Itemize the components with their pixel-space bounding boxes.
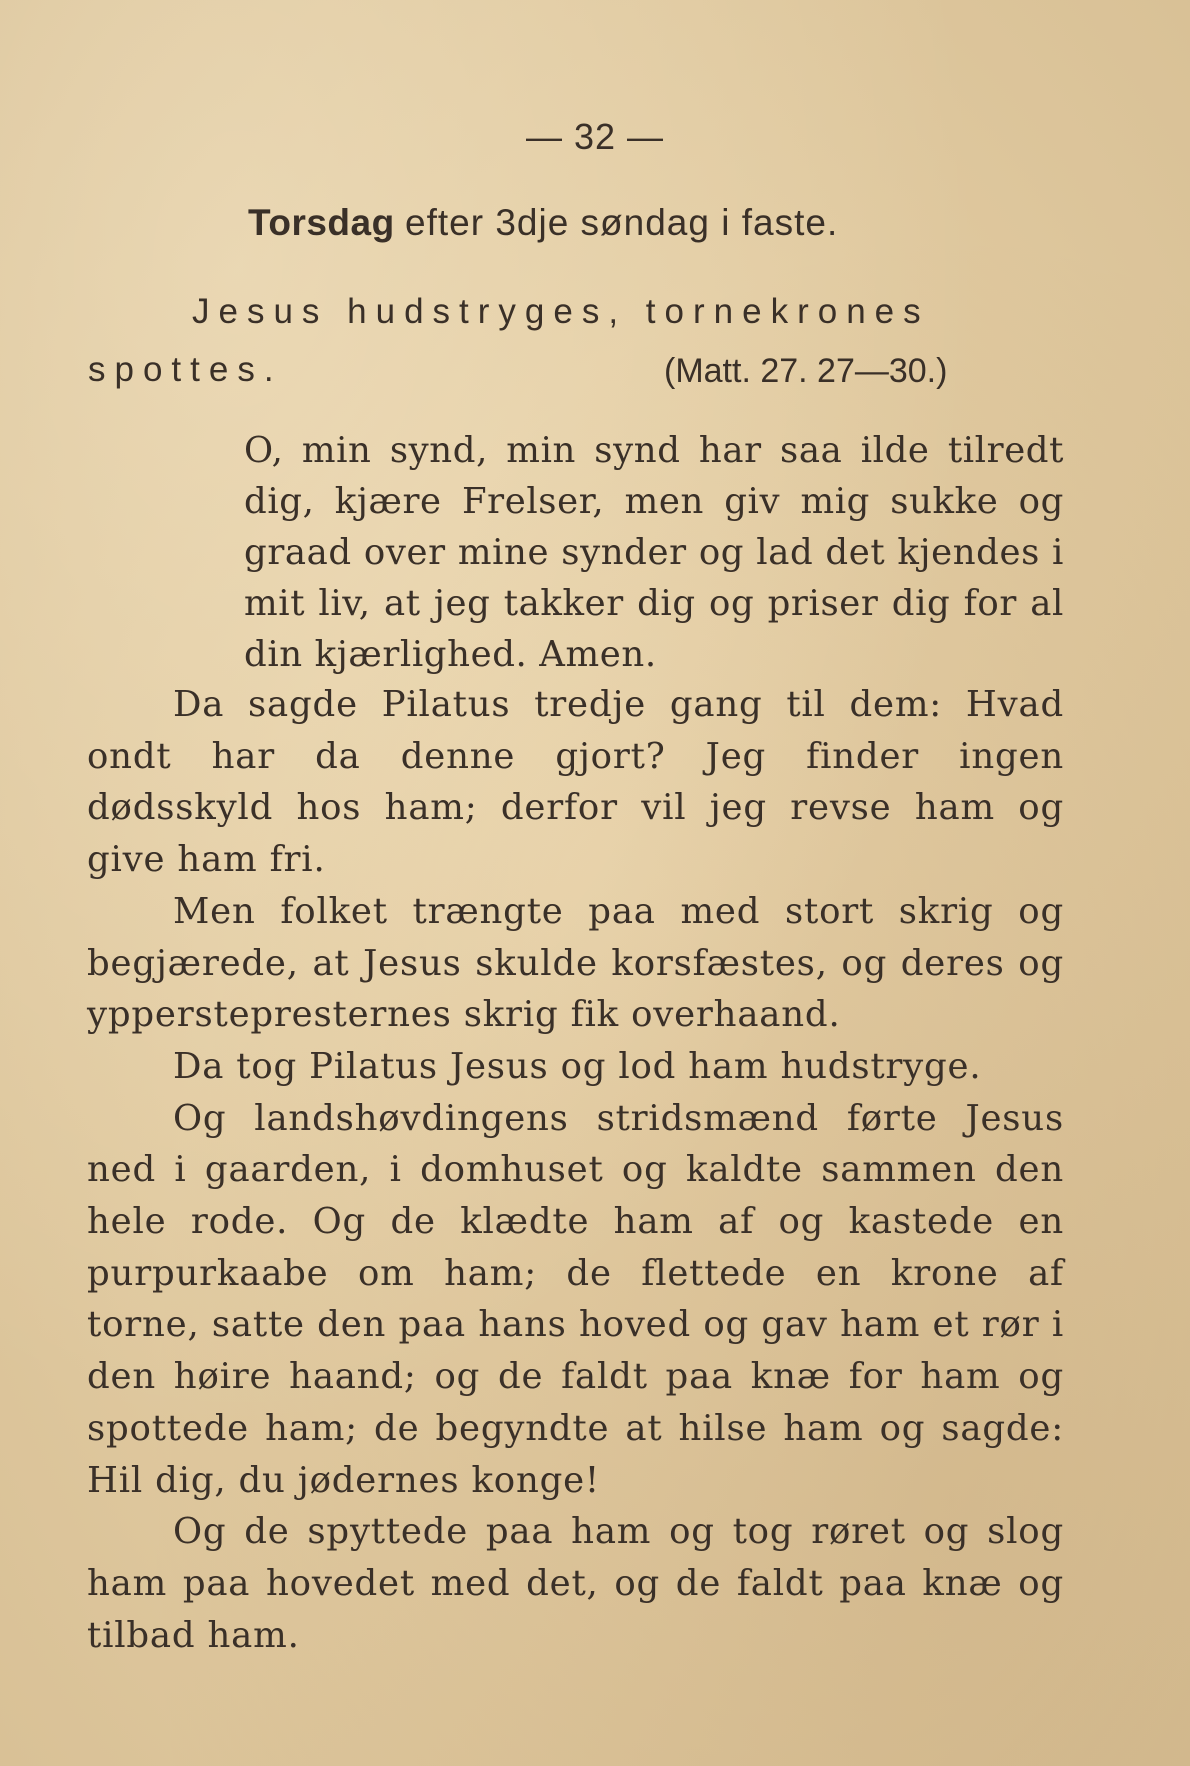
scripture-text [87, 679, 1064, 1661]
subtitle-line-2: spottes. [88, 350, 283, 389]
scripture-reference: (Matt. 27. 27—30.) [664, 352, 948, 390]
heading-rest: efter 3dje søndag i faste. [405, 202, 839, 243]
subtitle-line-1: Jesus hudstryges, tornekrones [192, 292, 930, 331]
scripture-paragraph: Da tog Pilatus Jesus og lod ham hudstryge. [173, 1045, 982, 1087]
page-number: — 32 — [525, 116, 665, 157]
scripture-paragraph: Men folket trængte paa med stort skrig og begjærede, at Jesus skulde korsfæstes, og deres og ypperstepresternes skrig fik overhaand. [87, 890, 1064, 1036]
devotion-heading [248, 202, 838, 244]
scripture-paragraph: Og landshøvdingens stridsmænd førte Jesus ned i gaarden, i domhuset og kaldte sammen den hele rode. Og de klædte ham af og kastede en purpurkaabe om ham; de flettede en krone af torne, satte den paa hans hoved og gav ham et rør i den høire haand; og de faldt paa knæ for ham og spottede ham; de begyndte at hilse ham og sagde: Hil dig, du jødernes konge! [87, 1097, 1064, 1501]
heading-day: Torsdag [248, 202, 395, 243]
scripture-paragraph: Og de spyttede paa ham og tog røret og slog ham paa hovedet med det, og de faldt paa knæ og tilbad ham. [87, 1511, 1064, 1656]
scripture-paragraph: Da sagde Pilatus tredje gang til dem: Hvad ondt har da denne gjort? Jeg finder ingen dødsskyld hos ham; derfor vil jeg revse ham og give ham fri. [87, 684, 1064, 881]
prayer-paragraph: O, min synd, min synd har saa ilde tilredt dig, kjære Frelser, men giv mig sukke og graad over mine synder og lad det kjendes i mit liv, at jeg takker dig og priser dig for al din kjærlighed. Amen. [244, 430, 1064, 675]
